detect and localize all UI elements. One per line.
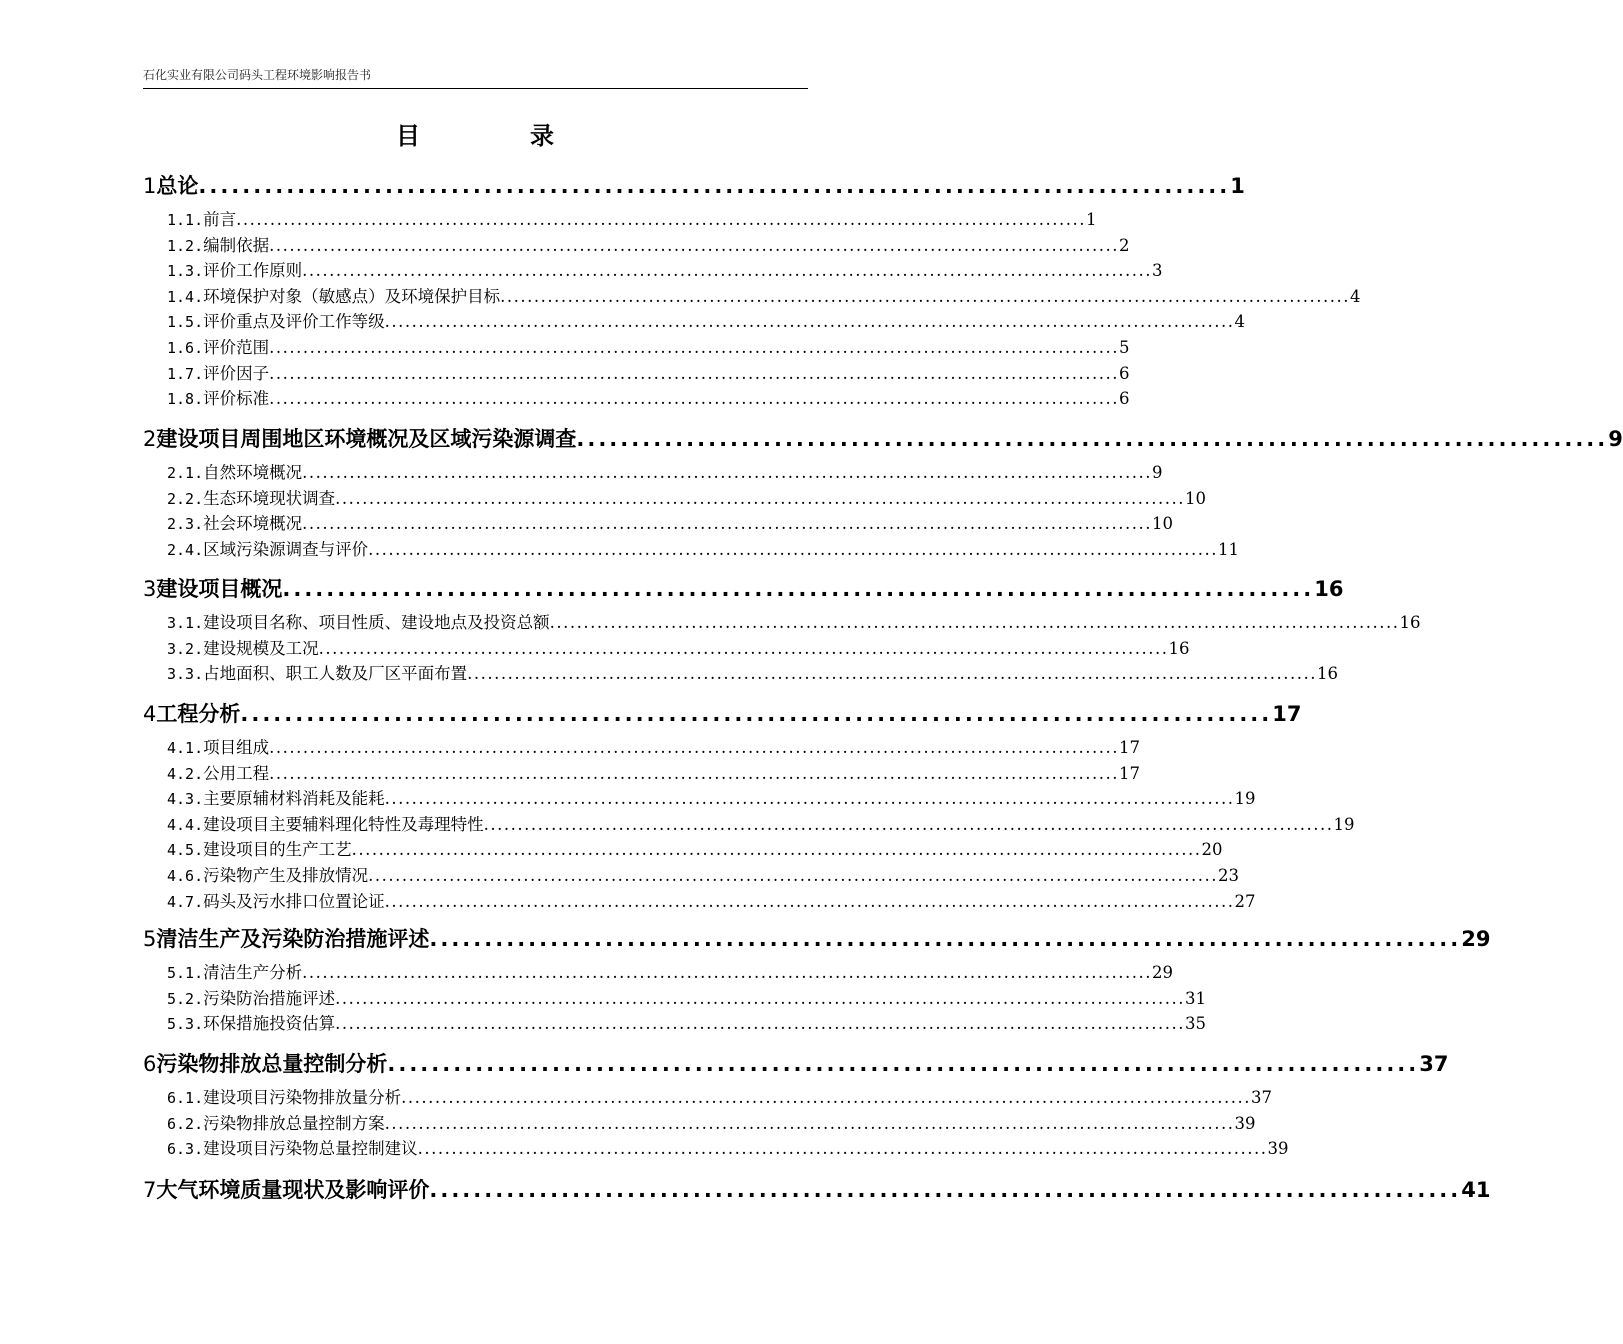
section-page-number: 29: [1151, 963, 1173, 982]
dot-leader: ..............................................................................................................................: [318, 638, 1169, 658]
section-page-number: 6: [1118, 389, 1130, 409]
section-number: 4.6.: [167, 867, 204, 885]
section-page-number: 5: [1118, 338, 1130, 357]
toc-section-entry[interactable]: [167, 363, 1130, 385]
section-number: 1.7.: [167, 364, 204, 383]
section-page-number: 3: [1151, 261, 1163, 281]
dot-leader: ..............................................................................................................................: [351, 840, 1202, 860]
dot-leader: ..............................................................................................................................: [302, 963, 1152, 982]
section-number: 1.8.: [167, 390, 204, 409]
section-page-number: 11: [1217, 539, 1239, 559]
section-title: 评价因子: [203, 363, 270, 383]
section-number: 1.3.: [167, 262, 204, 281]
section-title: 建设项目名称、项目性质、建设地点及投资总额: [203, 613, 550, 632]
dot-leader: ..............................................................................................................................: [368, 539, 1218, 559]
section-page-number: 35: [1184, 1014, 1206, 1034]
chapter-number: 1: [143, 174, 157, 198]
dot-leader: ..............................................................................................................................: [269, 389, 1119, 409]
dot-leader: ..............................................................................................................................: [269, 363, 1119, 383]
section-title: 码头及污水排口位置论证: [203, 891, 385, 911]
dot-leader: ..............................................................................................: [429, 927, 1462, 951]
section-number: 4.4.: [167, 815, 204, 834]
dot-leader: ..............................................................................................................................: [401, 1088, 1251, 1107]
section-page-number: 19: [1333, 814, 1355, 834]
toc-chapter-entry[interactable]: [143, 425, 1623, 453]
section-title: 评价重点及评价工作等级: [203, 312, 385, 332]
section-title: 污染防治措施评述: [203, 988, 336, 1008]
dot-leader: ..............................................................................................................................: [269, 235, 1119, 255]
toc-section-entry[interactable]: [167, 260, 1163, 282]
section-title: 清洁生产分析: [203, 963, 303, 982]
section-title: 公用工程: [203, 763, 270, 783]
toc-section-entry[interactable]: [167, 763, 1140, 785]
toc-section-entry[interactable]: [167, 1013, 1206, 1035]
toc-section-entry[interactable]: [167, 788, 1256, 810]
dot-leader: ..............................................................................................................................: [368, 866, 1218, 885]
toc-chapter-entry[interactable]: [143, 700, 1302, 728]
section-page-number: 17: [1118, 738, 1140, 757]
dot-leader: ..............................................................................................................................: [302, 463, 1152, 482]
section-title: 区域污染源调查与评价: [203, 539, 369, 559]
toc-section-entry[interactable]: [167, 814, 1355, 836]
section-page-number: 37: [1250, 1088, 1272, 1107]
dot-leader: ..............................................................................................................................: [417, 1139, 1268, 1159]
toc-chapter-entry[interactable]: [143, 925, 1491, 953]
section-page-number: 23: [1217, 866, 1239, 885]
dot-leader: ..............................................................................................................................: [384, 312, 1235, 332]
chapter-title: 工程分析: [156, 702, 241, 726]
dot-leader: ..............................................................................................: [387, 1052, 1420, 1076]
section-number: 1.5.: [167, 313, 204, 332]
toc-section-entry[interactable]: [167, 488, 1206, 510]
section-title: 评价标准: [203, 389, 270, 409]
section-title: 生态环境现状调查: [203, 488, 336, 508]
toc-section-entry[interactable]: [167, 235, 1130, 257]
chapter-title: 建设项目概况: [156, 577, 283, 601]
header-text: 石化实业有限公司码头工程环境影响报告书: [143, 68, 372, 82]
section-title: 项目组成: [203, 738, 270, 757]
section-title: 建设规模及工况: [203, 638, 319, 658]
section-page-number: 19: [1234, 789, 1256, 809]
section-title: 占地面积、职工人数及厂区平面布置: [203, 664, 468, 684]
section-number: 3.3.: [167, 665, 204, 684]
section-title: 前言: [203, 210, 237, 229]
dot-leader: ..............................................................................................................................: [269, 738, 1119, 757]
dot-leader: ..............................................................................................................................: [384, 891, 1235, 911]
toc-section-entry[interactable]: [167, 513, 1173, 535]
title-char-1: 目: [396, 122, 420, 150]
section-number: 1.1.: [167, 211, 204, 229]
section-page-number: 16: [1168, 638, 1190, 658]
section-title: 环保措施投资估算: [203, 1014, 336, 1034]
section-number: 5.3.: [167, 1015, 204, 1034]
chapter-number: 5: [143, 927, 157, 951]
section-number: 6.1.: [167, 1089, 204, 1107]
chapter-number: 7: [143, 1178, 157, 1202]
dot-leader: ..............................................................................................: [576, 427, 1609, 451]
toc-section-entry[interactable]: [167, 388, 1130, 410]
dot-leader: ..............................................................................................: [429, 1178, 1462, 1202]
chapter-number: 3: [143, 577, 157, 601]
chapter-page-number: 41: [1461, 1178, 1491, 1202]
section-page-number: 20: [1201, 840, 1223, 860]
section-title: 建设项目污染物排放量分析: [203, 1088, 402, 1107]
toc-section-entry[interactable]: [167, 988, 1206, 1010]
section-number: 5.1.: [167, 964, 204, 982]
dot-leader: ..............................................................................................................................: [335, 988, 1185, 1008]
toc-section-entry[interactable]: [167, 1138, 1289, 1160]
section-page-number: 39: [1267, 1139, 1289, 1159]
dot-leader: ..............................................................................................................................: [302, 261, 1152, 281]
section-number: 6.2.: [167, 1114, 204, 1133]
dot-leader: ..............................................................................................: [198, 174, 1231, 198]
dot-leader: ..............................................................................................................................: [500, 286, 1350, 306]
section-page-number: 16: [1316, 664, 1338, 684]
section-number: 2.3.: [167, 515, 204, 534]
section-title: 主要原辅材料消耗及能耗: [203, 789, 385, 809]
section-title: 评价工作原则: [203, 261, 303, 281]
dot-leader: ..............................................................................................................................: [302, 514, 1152, 534]
title-char-2: 录: [530, 122, 554, 150]
dot-leader: ..............................................................................................: [240, 702, 1273, 726]
toc-section-entry[interactable]: [167, 612, 1421, 634]
section-title: 环境保护对象（敏感点）及环境保护目标: [203, 286, 501, 306]
chapter-page-number: 17: [1272, 702, 1302, 726]
toc-section-entry[interactable]: [167, 539, 1239, 561]
section-number: 4.7.: [167, 892, 204, 911]
toc-chapter-entry[interactable]: [143, 1050, 1449, 1078]
chapter-number: 2: [143, 427, 157, 451]
dot-leader: ..............................................................................................................................: [384, 1113, 1235, 1133]
section-page-number: 17: [1118, 763, 1140, 783]
chapter-number: 4: [143, 702, 157, 726]
chapter-title: 污染物排放总量控制分析: [156, 1052, 388, 1076]
toc-section-entry[interactable]: [167, 638, 1190, 660]
toc-chapter-entry[interactable]: [143, 575, 1344, 603]
toc-section-entry[interactable]: [167, 337, 1130, 359]
chapter-title: 总论: [156, 174, 199, 198]
section-page-number: 10: [1151, 514, 1173, 534]
section-page-number: 4: [1234, 312, 1245, 332]
chapter-page-number: 9: [1608, 427, 1623, 451]
toc-section-entry[interactable]: [167, 286, 1361, 308]
toc-section-entry[interactable]: [167, 462, 1163, 484]
toc-section-entry[interactable]: [167, 311, 1245, 333]
dot-leader: ..............................................................................................................................: [549, 613, 1400, 632]
section-title: 社会环境概况: [203, 514, 303, 534]
section-title: 污染物产生及排放情况: [203, 866, 369, 885]
toc-section-entry[interactable]: [167, 962, 1173, 984]
chapter-page-number: 37: [1419, 1052, 1449, 1076]
section-page-number: 4: [1349, 286, 1361, 306]
section-title: 建设项目的生产工艺: [203, 840, 352, 860]
section-page-number: 9: [1151, 463, 1163, 482]
chapter-title: 建设项目周围地区环境概况及区域污染源调查: [156, 427, 577, 451]
dot-leader: ..............................................................................................................................: [467, 664, 1317, 684]
section-number: 3.1.: [167, 614, 204, 632]
dot-leader: ..............................................................................................................................: [335, 1014, 1185, 1034]
chapter-number: 6: [143, 1052, 157, 1076]
toc-section-entry[interactable]: [167, 209, 1097, 231]
section-number: 4.3.: [167, 790, 204, 809]
section-page-number: 6: [1118, 363, 1130, 383]
chapter-page-number: 29: [1461, 927, 1491, 951]
section-page-number: 39: [1234, 1113, 1256, 1133]
dot-leader: ..............................................................................................................................: [236, 210, 1086, 229]
section-number: 6.3.: [167, 1140, 204, 1159]
toc-section-entry[interactable]: [167, 1113, 1256, 1135]
section-number: 2.4.: [167, 540, 204, 559]
dot-leader: ..............................................................................................................................: [335, 488, 1185, 508]
section-page-number: 27: [1234, 891, 1256, 911]
section-number: 3.2.: [167, 639, 204, 658]
toc-section-entry[interactable]: [167, 891, 1256, 913]
dot-leader: ..............................................................................................................................: [384, 789, 1235, 809]
chapter-page-number: 1: [1230, 174, 1245, 198]
toc-chapter-entry[interactable]: [143, 172, 1245, 200]
dot-leader: ..............................................................................................................................: [483, 814, 1334, 834]
section-page-number: 31: [1184, 988, 1206, 1008]
section-title: 污染物排放总量控制方案: [203, 1113, 385, 1133]
section-page-number: 10: [1184, 488, 1206, 508]
section-page-number: 2: [1118, 235, 1130, 255]
toc-section-entry[interactable]: [167, 663, 1338, 685]
section-page-number: 16: [1399, 613, 1421, 632]
chapter-title: 清洁生产及污染防治措施评述: [156, 927, 430, 951]
section-title: 建设项目污染物总量控制建议: [203, 1139, 418, 1159]
section-number: 1.2.: [167, 236, 204, 255]
section-number: 5.2.: [167, 989, 204, 1008]
section-title: 评价范围: [203, 338, 270, 357]
dot-leader: ..............................................................................................................................: [269, 338, 1119, 357]
section-title: 建设项目主要辅料理化特性及毒理特性: [203, 814, 484, 834]
dot-leader: ..............................................................................................: [282, 577, 1315, 601]
section-number: 2.1.: [167, 464, 204, 482]
section-number: 2.2.: [167, 489, 204, 508]
toc-chapter-entry[interactable]: [143, 1176, 1491, 1204]
dot-leader: ..............................................................................................................................: [269, 763, 1119, 783]
section-number: 1.4.: [167, 287, 204, 306]
section-title: 自然环境概况: [203, 463, 303, 482]
section-number: 4.1.: [167, 739, 204, 757]
section-page-number: 1: [1085, 210, 1097, 229]
chapter-page-number: 16: [1314, 577, 1344, 601]
toc-section-entry[interactable]: [167, 737, 1140, 759]
section-number: 4.5.: [167, 841, 204, 860]
section-number: 4.2.: [167, 764, 204, 783]
chapter-title: 大气环境质量现状及影响评价: [156, 1178, 430, 1202]
section-title: 编制依据: [203, 235, 270, 255]
toc-section-entry[interactable]: [167, 865, 1239, 887]
toc-section-entry[interactable]: [167, 839, 1223, 861]
toc-section-entry[interactable]: [167, 1087, 1272, 1109]
section-number: 1.6.: [167, 339, 204, 357]
